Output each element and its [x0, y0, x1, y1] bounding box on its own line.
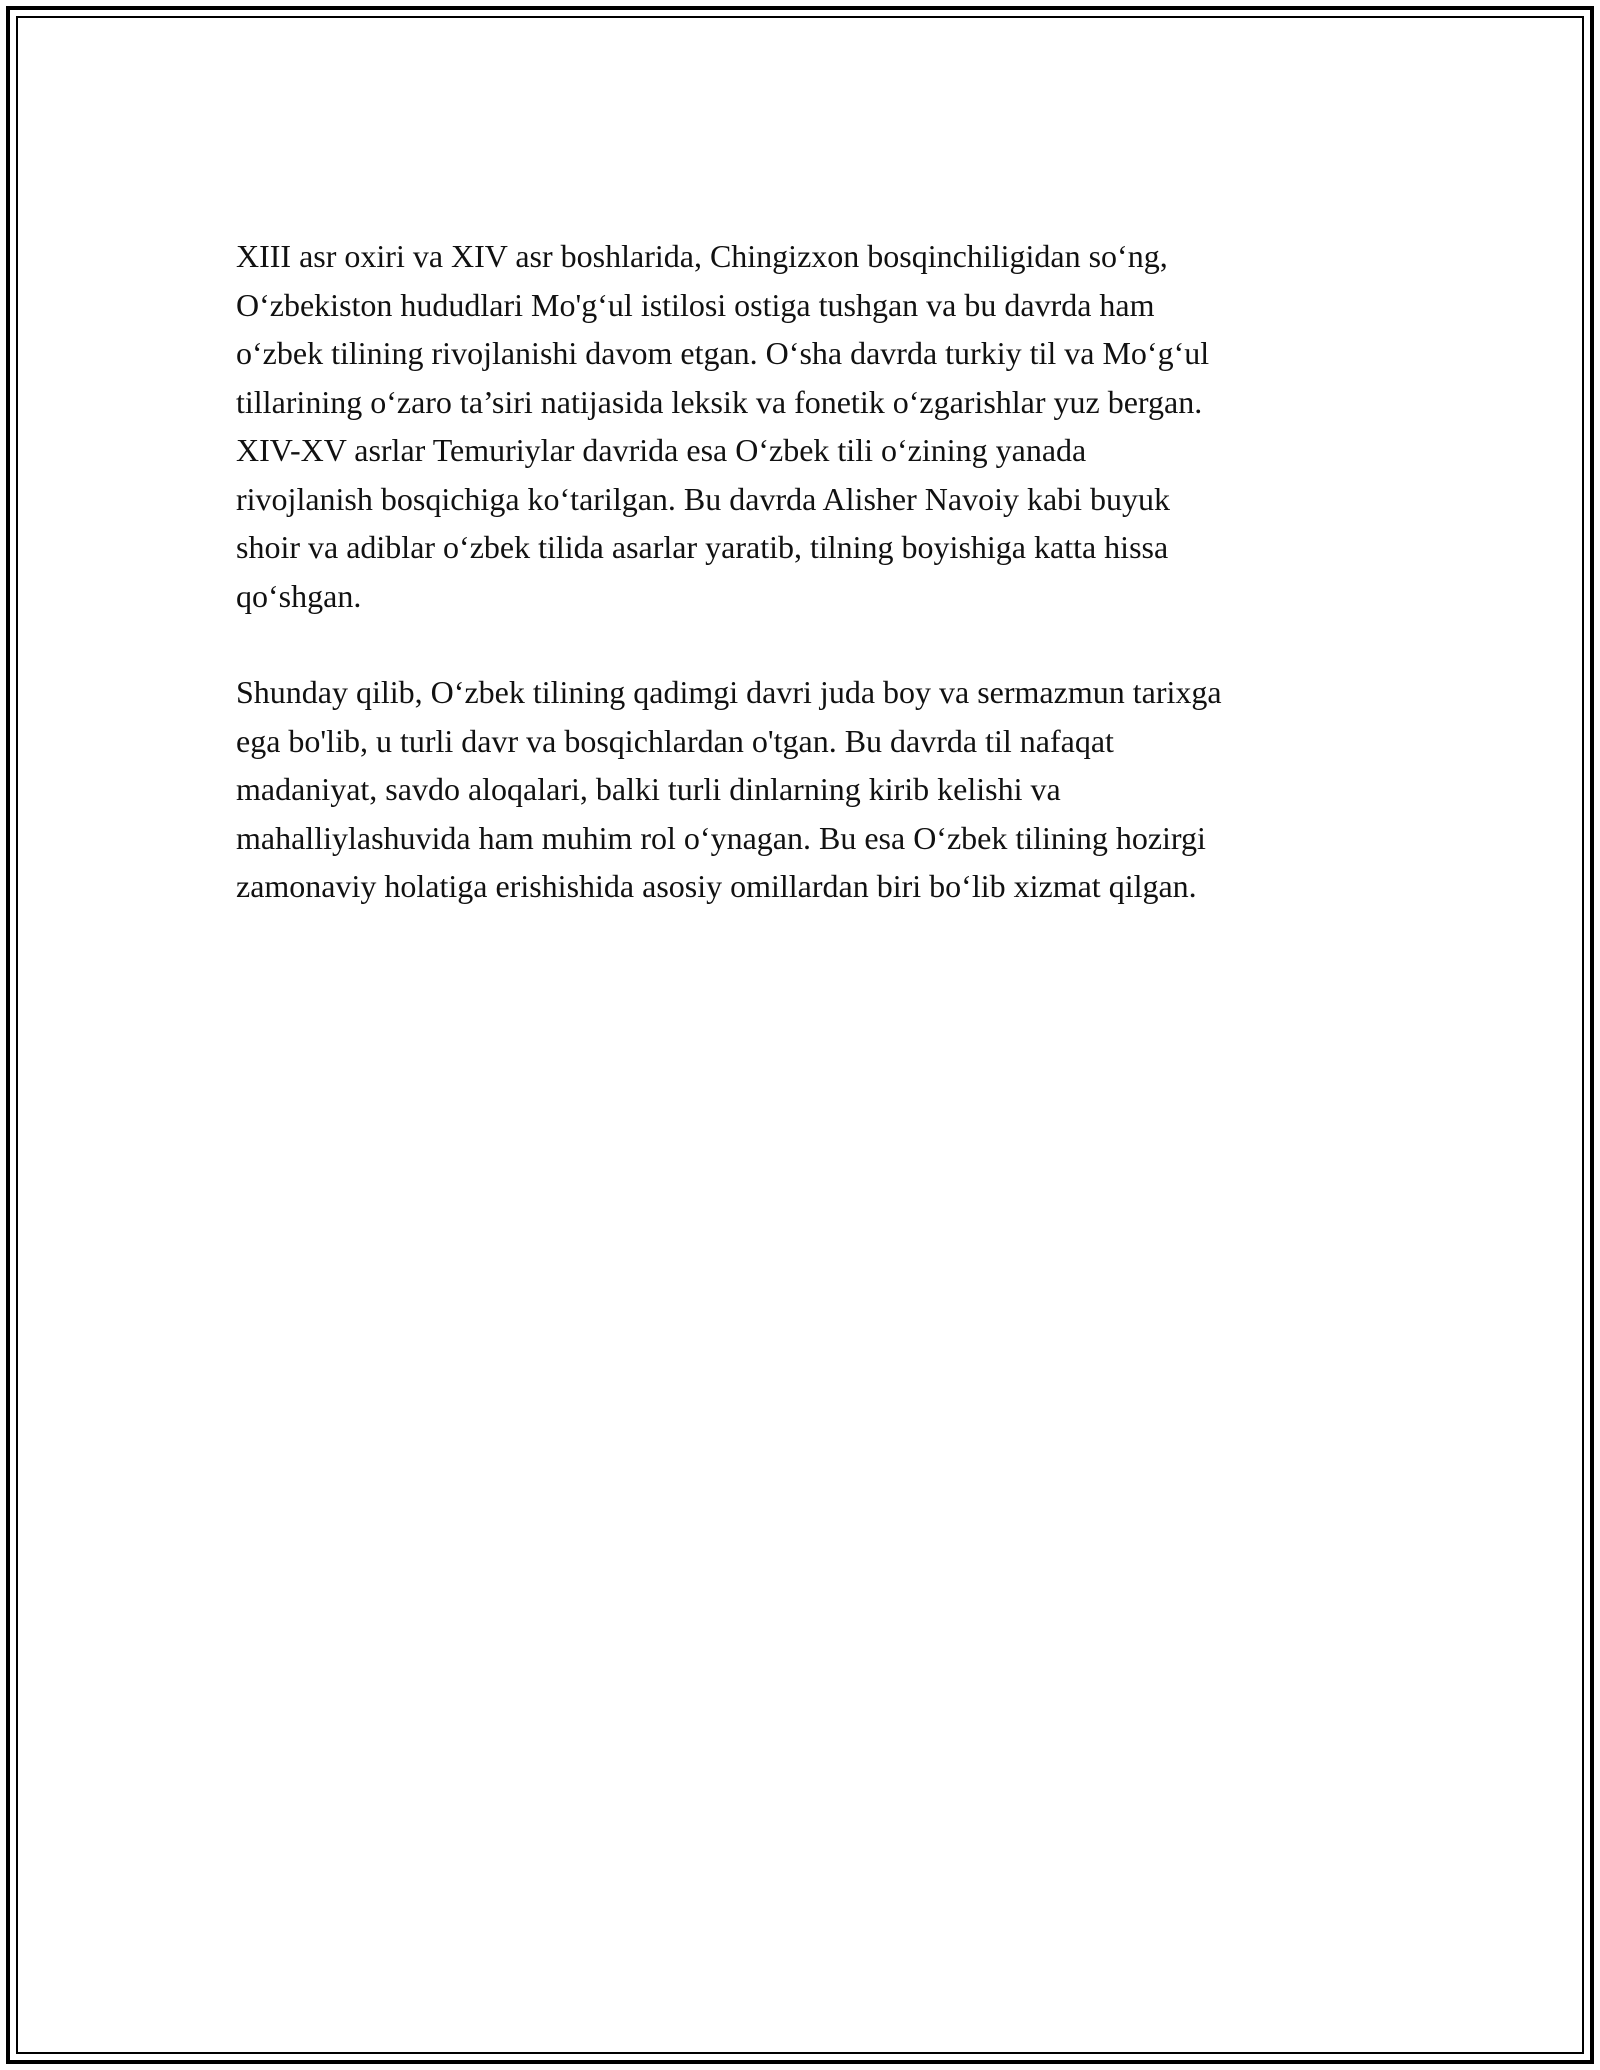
text-line: qo‘shgan. [236, 577, 362, 614]
text-line: madaniyat, savdo aloqalari, balki turli dinlarning kirib kelishi va [236, 771, 1061, 807]
text-line: O‘zbekiston hududlari Mo'g‘ul istilosi ostiga tushgan va bu davrda ham [236, 286, 1155, 323]
paragraph-1 [236, 232, 1386, 620]
text-line: zamonaviy holatiga erishishida asosiy omillardan biri bo‘lib xizmat qilgan. [236, 868, 1197, 904]
text-line: XIII asr oxiri va XIV asr boshlarida, Chingizxon bosqinchiligidan so‘ng, [236, 238, 1168, 274]
text-line: o‘zbek tilining rivojlanishi davom etgan. O‘sha davrda turkiy til va Mo‘g‘ul [236, 335, 1210, 371]
text-line: rivojlanish bosqichiga ko‘tarilgan. Bu davrda Alisher Navoiy kabi buyuk [236, 480, 1171, 517]
paragraph-2 [236, 668, 1386, 911]
text-line: mahalliylashuvida ham muhim rol o‘ynagan. Bu esa O‘zbek tilining hozirgi [236, 819, 1206, 856]
text-line: shoir va adiblar o‘zbek tilida asarlar yaratib, tilning boyishiga katta hissa [236, 529, 1169, 565]
text-line: XIV-XV asrlar Temuriylar davrida esa O‘zbek tili o‘zining yanada [236, 432, 1087, 468]
text-line: tillarining o‘zaro ta’siri natijasida leksik va fonetik o‘zgarishlar yuz bergan. [236, 383, 1203, 420]
text-line: ega bo'lib, u turli davr va bosqichlardan o'tgan. Bu davrda til nafaqat [236, 722, 1114, 759]
text-line: Shunday qilib, O‘zbek tilining qadimgi davri juda boy va sermazmun tarixga [236, 674, 1222, 710]
document-body [236, 232, 1386, 959]
